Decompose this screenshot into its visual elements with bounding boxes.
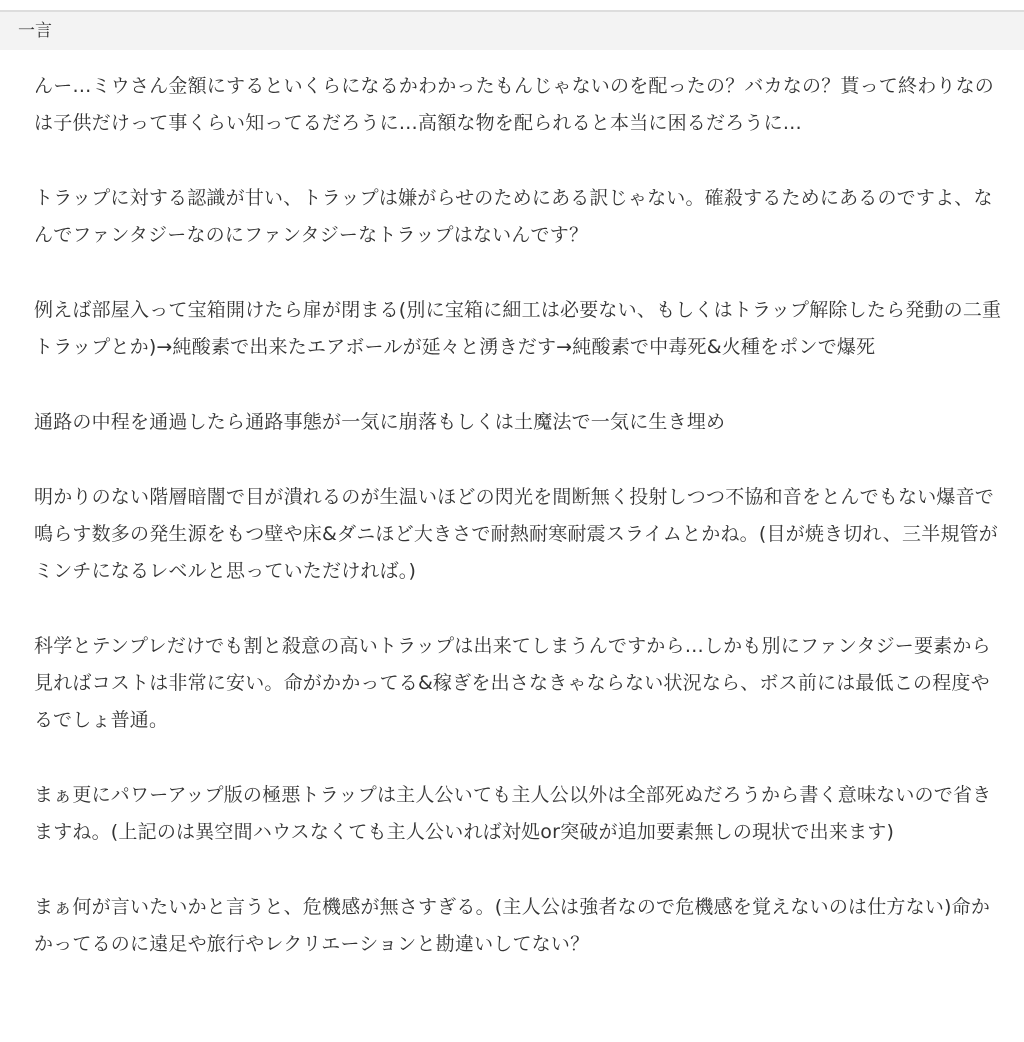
comment-body [34, 68, 1009, 963]
comment-paragraph: まぁ何が言いたいかと言うと、危機感が無さすぎる。(主人公は強者なので危機感を覚えないのは仕方ない)命かかってるのに遠足や旅行やレクリエーションと勘違いしてない？ [34, 896, 991, 955]
comment-paragraph: んー…ミウさん金額にするといくらになるかわかったもんじゃないのを配ったの？バカなの？貰って終わりなのは子供だけって事くらい知ってるだろうに…高額な物を配られると本当に困るだろうに… [34, 75, 995, 134]
comment-paragraph: 通路の中程を通過したら通路事態が一気に崩落もしくは土魔法で一気に生き埋め [34, 411, 726, 433]
comment-paragraph: 明かりのない階層暗闇で目が潰れるのが生温いほどの閃光を間断無く投射しつつ不協和音をとんでもない爆音で鳴らす数多の発生源をもつ壁や床&ダニほど大きさで耐熱耐寒耐震スライムとかね。(目が焼き切れ、三半規管がミンチになるレベルと思っていただければ。) [34, 486, 999, 582]
comment-paragraph: トラップに対する認識が甘い、トラップは嫌がらせのためにある訳じゃない。確殺するためにあるのですよ、なんでファンタジーなのにファンタジーなトラップはないんです？ [34, 187, 993, 246]
comment-paragraph: まぁ更にパワーアップ版の極悪トラップは主人公いても主人公以外は全部死ぬだろうから書く意味ないので省きますね。(上記のは異空間ハウスなくても主人公いれば対処or突破が追加要素無しの現状で出来ます) [34, 784, 992, 843]
comment-paragraph: 例えば部屋入って宝箱開けたら扉が閉まる(別に宝箱に細工は必要ない、もしくはトラップ解除したら発動の二重トラップとか)→純酸素で出来たエアボールが延々と湧きだす→純酸素で中毒死&火種をポンで爆死 [34, 299, 1002, 358]
section-header [0, 12, 1024, 50]
section-title: 一言 [18, 21, 52, 41]
comment-paragraph: 科学とテンプレだけでも割と殺意の高いトラップは出来てしまうんですから…しかも別にファンタジー要素から見ればコストは非常に安い。命がかかってる&稼ぎを出さなきゃならない状況なら、ボス前には最低この程度やるでしょ普通。 [34, 635, 991, 731]
